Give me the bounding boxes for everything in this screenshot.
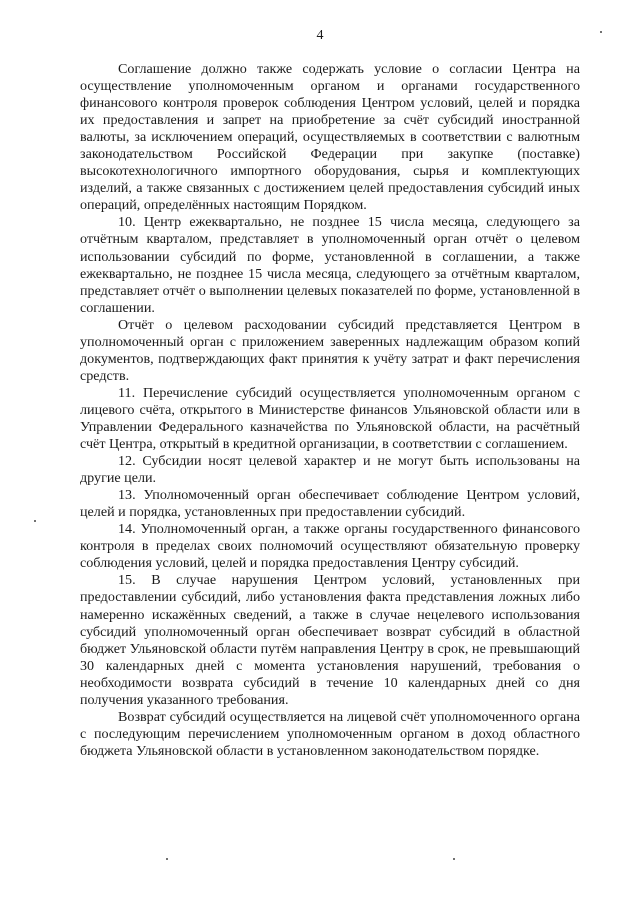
paragraph-item-13: 13. Уполномоченный орган обеспечивает соблюдение Центром условий, целей и порядка, установленных при предоставлении субсидий. <box>80 487 580 521</box>
page-number: 4 <box>316 28 324 43</box>
paragraph-item-11: 11. Перечисление субсидий осуществляется уполномоченным органом с лицевого счёта, открытого в Министерстве финансов Ульяновской области или в Управлении Федерального казначейства по Ульяновской области, на расчётный счёт Центра, открытый в кредитной организации, в соответствии с соглашением. <box>80 384 580 453</box>
paragraph-item-12: 12. Субсидии носят целевой характер и не могут быть использованы на другие цели. <box>80 453 580 487</box>
paragraph-item-15: 15. В случае нарушения Центром условий, установленных при предоставлении субсидий, либо установления факта представления ложных либо намеренно искажённых сведений, а также в случае нецелевого использования субсидий уполномоченный орган обеспечивает возврат субсидий в областной бюджет Ульяновской области путём направления Центру в срок, не превышающий 30 календарных дней с момента установления нарушений, требования о необходимости возврата субсидий в течение 10 календарных дней со дня получения указанного требования. <box>80 572 580 708</box>
scan-speck <box>600 31 602 33</box>
paragraph-refund: Возврат субсидий осуществляется на лицевой счёт уполномоченного органа с последующим перечислением уполномоченным органом в доход областного бюджета Ульяновской области в установленном законодательством порядке. <box>80 708 580 759</box>
scan-speck <box>453 858 455 860</box>
scan-speck <box>166 858 168 860</box>
paragraph-item-14: 14. Уполномоченный орган, а также органы государственного финансового контроля в пределах своих полномочий осуществляют обязательную проверку соблюдения условий, целей и порядка предоставления Центру субсидий. <box>80 521 580 572</box>
paragraph-item-10: 10. Центр ежеквартально, не позднее 15 числа месяца, следующего за отчётным кварталом, представляет в уполномоченный орган отчёт о целевом использовании субсидий по форме, установленной в соглашении, а также ежеквартально, не позднее 15 числа месяца, следующего за отчётным кварталом, представляет отчёт о выполнении целевых показателей по форме, установленной в соглашении. <box>80 214 580 316</box>
scan-speck <box>34 520 36 522</box>
document-body <box>80 61 580 760</box>
paragraph-agreement-condition: Соглашение должно также содержать условие о согласии Центра на осуществление уполномоченным органом и органами государственного финансового контроля проверок соблюдения Центром условий, целей и порядка их предоставления и запрет на приобретение за счёт субсидий иностранной валюты, за исключением операций, осуществляемых в соответствии с валютным законодательством Российской Федерации при закупке (поставке) высокотехнологичного импортного оборудования, сырья и комплектующих изделий, а также связанных с достижением целей предоставления субсидий иных операций, определённых настоящим Порядком. <box>80 61 580 214</box>
paragraph-report-spending: Отчёт о целевом расходовании субсидий представляется Центром в уполномоченный орган с приложением заверенных надлежащим образом копий документов, подтверждающих факт принятия к учёту затрат и факт перечисления средств. <box>80 316 580 384</box>
